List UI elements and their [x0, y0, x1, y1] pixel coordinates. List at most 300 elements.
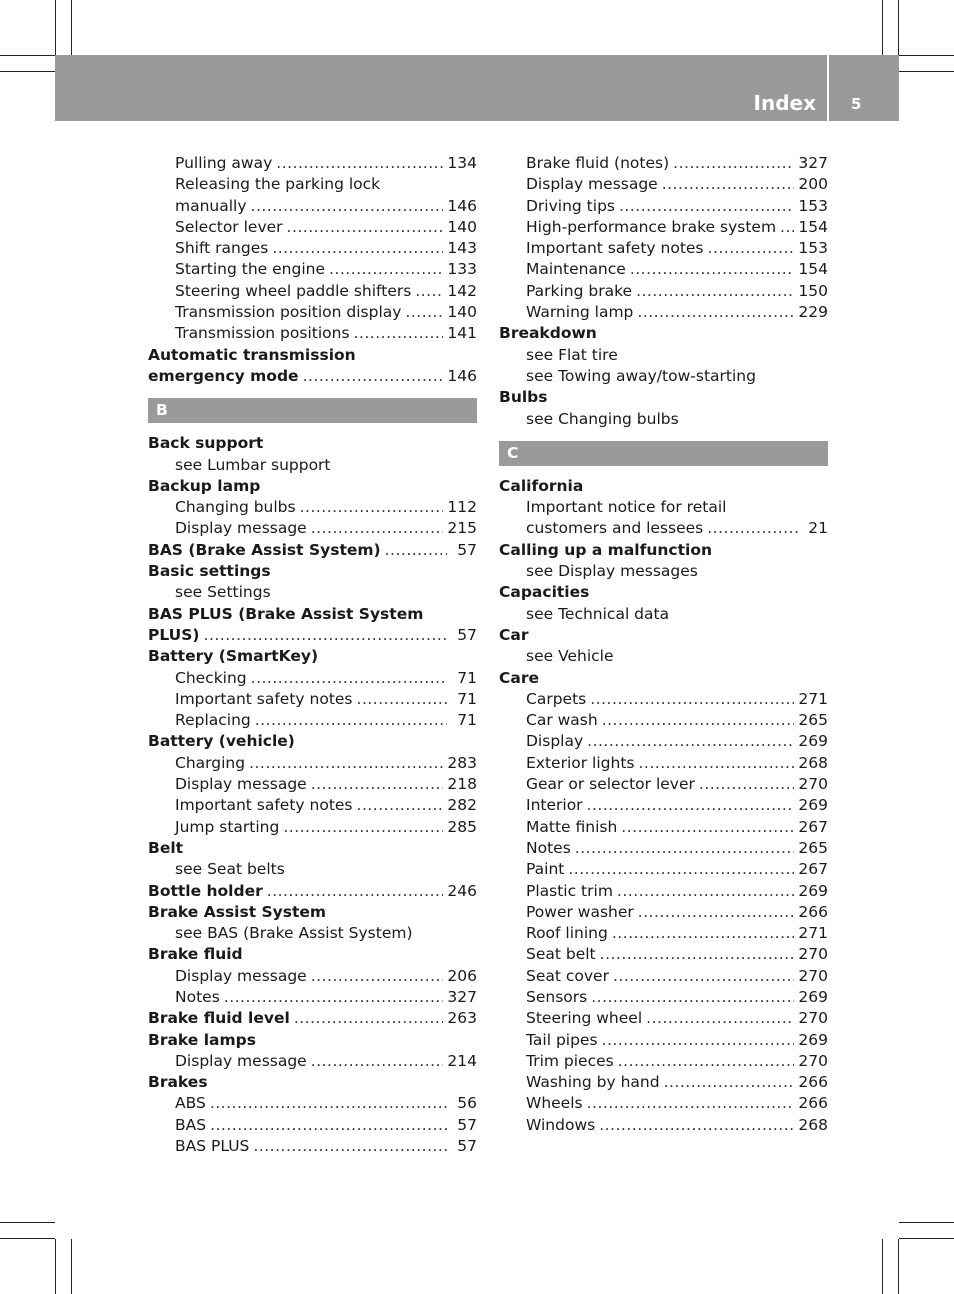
page-reference: 269	[798, 881, 828, 900]
entry-text: Transmission positions	[175, 324, 350, 343]
dot-leader	[272, 238, 443, 259]
dot-leader	[587, 731, 794, 752]
dot-leader	[249, 753, 443, 774]
dot-leader	[612, 923, 795, 944]
dot-leader	[602, 710, 795, 731]
entry-text: Warning lamp	[526, 303, 634, 322]
index-entry	[499, 387, 828, 408]
dot-leader	[357, 795, 444, 816]
dot-leader	[311, 518, 444, 539]
entry-text: Brake fluid	[148, 945, 243, 964]
entry-text: Roof lining	[526, 924, 608, 943]
index-subentry	[499, 987, 828, 1008]
dot-leader	[636, 281, 794, 302]
page-reference: 269	[798, 732, 828, 751]
entry-text: Windows	[526, 1115, 596, 1134]
page-reference: 206	[447, 966, 477, 985]
dot-leader	[311, 1051, 444, 1072]
page-reference: 150	[798, 281, 828, 300]
page-reference: 141	[447, 324, 477, 343]
index-subentry	[148, 174, 477, 195]
crop-mark	[55, 0, 56, 55]
dot-leader	[568, 859, 794, 880]
crop-mark	[71, 0, 72, 55]
page-title: Index	[753, 91, 816, 115]
dot-leader	[587, 795, 795, 816]
entry-text: BAS	[175, 1115, 207, 1134]
entry-text: Display message	[175, 775, 307, 794]
page-reference: 282	[447, 796, 477, 815]
index-subentry	[148, 710, 477, 731]
entry-text: Steering wheel paddle shifters	[175, 281, 412, 300]
page-reference: 271	[798, 924, 828, 943]
index-subentry	[148, 582, 477, 603]
index-entry	[148, 838, 477, 859]
dot-leader	[591, 987, 794, 1008]
index-entry	[148, 881, 477, 902]
index-entry	[148, 561, 477, 582]
index-entry	[148, 604, 477, 625]
index-subentry	[148, 689, 477, 710]
entry-text: California	[499, 476, 584, 495]
dot-leader	[646, 1008, 794, 1029]
dot-leader	[617, 881, 794, 902]
entry-text: Replacing	[175, 711, 251, 730]
entry-text: Charging	[175, 753, 246, 772]
index-subentry	[499, 259, 828, 280]
index-subentry	[148, 966, 477, 987]
index-subentry	[499, 604, 828, 625]
entry-text: see Vehicle	[526, 647, 614, 666]
entry-text: manually	[175, 196, 247, 215]
page-reference: 270	[798, 945, 828, 964]
crop-mark	[0, 55, 55, 56]
index-entry	[148, 345, 477, 366]
index-subentry	[148, 795, 477, 816]
dot-leader	[602, 1030, 795, 1051]
entry-text: Bottle holder	[148, 881, 263, 900]
index-entry	[499, 582, 828, 603]
page-reference: 269	[798, 1030, 828, 1049]
page-reference: 57	[457, 1137, 477, 1156]
crop-mark	[882, 1239, 883, 1294]
index-subentry	[499, 409, 828, 430]
index-subentry	[499, 944, 828, 965]
index-entry	[148, 366, 477, 387]
dot-leader	[354, 323, 444, 344]
dot-leader	[613, 966, 794, 987]
index-entry	[148, 625, 477, 646]
entry-text: see Technical data	[526, 604, 670, 623]
index-subentry	[499, 795, 828, 816]
entry-text: Back support	[148, 434, 264, 453]
entry-text: Display message	[175, 1051, 307, 1070]
crop-mark	[898, 1239, 899, 1294]
page-reference: 266	[798, 1094, 828, 1113]
index-section-header: B	[148, 398, 477, 423]
entry-text: Bulbs	[499, 388, 548, 407]
page-reference: 268	[798, 1115, 828, 1134]
index-subentry	[148, 1051, 477, 1072]
dot-leader	[251, 668, 447, 689]
dot-leader	[300, 497, 444, 518]
index-subentry	[499, 302, 828, 323]
entry-text: Notes	[526, 838, 571, 857]
entry-text: see Lumbar support	[175, 455, 331, 474]
page-reference: 215	[447, 519, 477, 538]
entry-text: Power washer	[526, 902, 634, 921]
entry-text: Brake lamps	[148, 1030, 256, 1049]
dot-leader	[303, 366, 444, 387]
index-subentry	[148, 923, 477, 944]
index-entry	[148, 902, 477, 923]
index-subentry	[499, 1030, 828, 1051]
page-reference: 140	[447, 303, 477, 322]
page-reference: 263	[447, 1009, 477, 1028]
index-subentry	[499, 366, 828, 387]
page-reference: 112	[447, 498, 477, 517]
entry-text: Breakdown	[499, 324, 597, 343]
entry-text: Steering wheel	[526, 1009, 643, 1028]
index-subentry	[499, 518, 828, 539]
dot-leader	[251, 196, 444, 217]
index-entry	[499, 476, 828, 497]
entry-text: see Towing away/tow-starting	[526, 366, 756, 385]
entry-text: Parking brake	[526, 281, 633, 300]
index-subentry	[499, 710, 828, 731]
entry-text: Exterior lights	[526, 753, 635, 772]
index-entry	[148, 1030, 477, 1051]
page-reference: 57	[457, 625, 477, 644]
page-reference: 327	[798, 154, 828, 172]
page-reference: 134	[447, 154, 477, 172]
dot-leader	[210, 1115, 447, 1136]
entry-text: Car wash	[526, 711, 598, 730]
index-subentry	[148, 518, 477, 539]
entry-text: Important safety notes	[526, 239, 704, 258]
page-reference: 265	[798, 838, 828, 857]
page-reference: 140	[447, 217, 477, 236]
index-entry	[148, 944, 477, 965]
page-reference: 154	[798, 217, 828, 236]
index-entry	[148, 433, 477, 454]
page-reference: 146	[447, 366, 477, 385]
crop-mark	[899, 71, 954, 72]
dot-leader	[618, 1051, 795, 1072]
index-subentry	[148, 302, 477, 323]
index-subentry	[499, 174, 828, 195]
dot-leader	[707, 518, 798, 539]
entry-text: Calling up a malfunction	[499, 540, 713, 559]
index-subentry	[499, 817, 828, 838]
entry-text: Carpets	[526, 689, 587, 708]
index-entry	[148, 1008, 477, 1029]
index-subentry	[148, 987, 477, 1008]
page-reference: 285	[447, 817, 477, 836]
entry-text: PLUS)	[148, 625, 200, 644]
index-entry	[148, 1072, 477, 1093]
entry-text: Plastic trim	[526, 881, 613, 900]
page-reference: 57	[457, 1115, 477, 1134]
index-subentry	[499, 1115, 828, 1136]
page-reference: 218	[447, 775, 477, 794]
dot-leader	[619, 196, 794, 217]
dot-leader	[600, 944, 795, 965]
index-subentry	[148, 323, 477, 344]
entry-text: Releasing the parking lock	[175, 175, 381, 194]
dot-leader	[311, 966, 444, 987]
entry-text: Sensors	[526, 987, 588, 1006]
index-subentry	[148, 774, 477, 795]
crop-mark	[898, 0, 899, 55]
index-subentry	[499, 859, 828, 880]
dot-leader	[255, 710, 447, 731]
dot-leader	[357, 689, 447, 710]
page-reference: 71	[457, 668, 477, 687]
entry-text: High-performance brake system	[526, 217, 777, 236]
entry-text: Gear or selector lever	[526, 775, 695, 794]
index-subentry	[499, 753, 828, 774]
index-subentry	[499, 1008, 828, 1029]
page-reference: 153	[798, 239, 828, 258]
entry-text: Backup lamp	[148, 476, 261, 495]
entry-text: Brake fluid (notes)	[526, 154, 670, 172]
index-entry	[148, 540, 477, 561]
entry-text: Wheels	[526, 1094, 583, 1113]
entry-text: ABS	[175, 1094, 206, 1113]
dot-leader	[224, 987, 444, 1008]
dot-leader	[621, 817, 794, 838]
index-subentry	[499, 497, 828, 518]
index-subentry	[148, 281, 477, 302]
index-entry	[499, 323, 828, 344]
page-reference: 133	[447, 260, 477, 279]
dot-leader	[283, 817, 443, 838]
entry-text: Brake fluid level	[148, 1009, 290, 1028]
page-reference: 21	[808, 519, 828, 538]
entry-text: Automatic transmission	[148, 345, 356, 364]
entry-text: Important safety notes	[175, 689, 353, 708]
dot-leader	[311, 774, 444, 795]
index-entry	[499, 625, 828, 646]
index-subentry	[499, 1072, 828, 1093]
dot-leader	[638, 753, 794, 774]
entry-text: customers and lessees	[526, 519, 704, 538]
index-entry	[148, 731, 477, 752]
page-reference: 153	[798, 196, 828, 215]
entry-text: Battery (SmartKey)	[148, 647, 319, 666]
page-reference: 146	[447, 196, 477, 215]
index-subentry	[148, 196, 477, 217]
entry-text: Paint	[526, 860, 565, 879]
entry-text: Pulling away	[175, 154, 273, 172]
crop-mark	[0, 1222, 55, 1223]
dot-leader	[699, 774, 795, 795]
index-subentry	[499, 561, 828, 582]
entry-text: Capacities	[499, 583, 590, 602]
crop-mark	[0, 1238, 55, 1239]
crop-mark	[899, 1222, 954, 1223]
dot-leader	[587, 1093, 795, 1114]
entry-text: BAS PLUS	[175, 1137, 250, 1156]
index-subentry	[499, 731, 828, 752]
entry-text: BAS PLUS (Brake Assist System	[148, 604, 424, 623]
entry-text: Trim pieces	[526, 1051, 614, 1070]
index-subentry	[148, 1115, 477, 1136]
dot-leader	[405, 302, 443, 323]
crop-mark	[882, 0, 883, 55]
index-subentry	[499, 689, 828, 710]
dot-leader	[385, 540, 447, 561]
index-entry	[148, 646, 477, 667]
index-subentry	[148, 153, 477, 174]
page-reference: 246	[447, 881, 477, 900]
dot-leader	[210, 1093, 447, 1114]
dot-leader	[287, 217, 444, 238]
entry-text: Display	[526, 732, 584, 751]
dot-leader	[630, 259, 795, 280]
entry-text: Display message	[175, 519, 307, 538]
entry-text: see Settings	[175, 583, 271, 602]
page-reference: 71	[457, 711, 477, 730]
page-reference: 154	[798, 260, 828, 279]
entry-text: see Flat tire	[526, 345, 618, 364]
entry-text: Seat cover	[526, 966, 609, 985]
page-reference: 57	[457, 540, 477, 559]
entry-text: see Seat belts	[175, 860, 285, 879]
dot-leader	[294, 1008, 444, 1029]
dot-leader	[575, 838, 795, 859]
page-reference: 271	[798, 689, 828, 708]
crop-mark	[899, 55, 954, 56]
entry-text: emergency mode	[148, 366, 299, 385]
index-subentry	[499, 196, 828, 217]
index-subentry	[148, 238, 477, 259]
index-entry	[499, 540, 828, 561]
header-divider	[827, 55, 829, 121]
entry-text: Important safety notes	[175, 796, 353, 815]
entry-text: Transmission position display	[175, 303, 402, 322]
page-reference: 266	[798, 902, 828, 921]
index-subentry	[148, 1136, 477, 1157]
dot-leader	[662, 174, 795, 195]
index-subentry	[499, 281, 828, 302]
entry-text: see BAS (Brake Assist System)	[175, 924, 413, 943]
page-reference: 269	[798, 987, 828, 1006]
dot-leader	[204, 625, 447, 646]
index-subentry	[148, 217, 477, 238]
entry-text: see Changing bulbs	[526, 409, 679, 428]
entry-text: Notes	[175, 987, 220, 1006]
dot-leader	[329, 259, 443, 280]
entry-text: see Display messages	[526, 562, 698, 581]
page-header	[55, 55, 899, 121]
entry-text: Brake Assist System	[148, 902, 327, 921]
index-subentry	[148, 817, 477, 838]
entry-text: Matte finish	[526, 817, 618, 836]
entry-text: Starting the engine	[175, 260, 325, 279]
index-subentry	[148, 668, 477, 689]
index-subentry	[148, 753, 477, 774]
page-reference: 142	[447, 281, 477, 300]
index-column-left	[148, 153, 477, 1157]
index-subentry	[499, 774, 828, 795]
entry-text: BAS (Brake Assist System)	[148, 540, 381, 559]
dot-leader	[637, 302, 794, 323]
dot-leader	[638, 902, 795, 923]
dot-leader	[599, 1115, 794, 1136]
page-reference: 229	[798, 303, 828, 322]
entry-text: Display message	[175, 966, 307, 985]
crop-mark	[899, 1238, 954, 1239]
index-section-header: C	[499, 441, 828, 466]
page-reference: 270	[798, 1009, 828, 1028]
index-subentry	[148, 859, 477, 880]
entry-text: Changing bulbs	[175, 498, 296, 517]
page-reference: 270	[798, 775, 828, 794]
index-subentry	[499, 1093, 828, 1114]
entry-text: Important notice for retail	[526, 498, 727, 517]
index-entry	[499, 668, 828, 689]
entry-text: Brakes	[148, 1073, 208, 1092]
entry-text: Driving tips	[526, 196, 615, 215]
page-reference: 283	[447, 753, 477, 772]
page-reference: 71	[457, 689, 477, 708]
entry-text: Seat belt	[526, 945, 596, 964]
index-subentry	[499, 345, 828, 366]
index-subentry	[499, 881, 828, 902]
index-subentry	[499, 238, 828, 259]
entry-text: Car	[499, 625, 529, 644]
page-reference: 327	[447, 987, 477, 1006]
dot-leader	[708, 238, 795, 259]
index-subentry	[148, 455, 477, 476]
index-subentry	[499, 902, 828, 923]
index-subentry	[499, 217, 828, 238]
page-reference: 265	[798, 711, 828, 730]
page-reference: 270	[798, 1051, 828, 1070]
dot-leader	[673, 153, 794, 174]
index-subentry	[499, 1051, 828, 1072]
index-entry	[148, 476, 477, 497]
index-subentry	[499, 838, 828, 859]
crop-mark	[55, 1239, 56, 1294]
page-reference: 143	[447, 239, 477, 258]
index-column-right	[499, 153, 828, 1136]
page-reference: 268	[798, 753, 828, 772]
index-subentry	[148, 1093, 477, 1114]
entry-text: Battery (vehicle)	[148, 732, 295, 751]
page-reference: 269	[798, 796, 828, 815]
entry-text: Display message	[526, 175, 658, 194]
entry-text: Selector lever	[175, 217, 283, 236]
crop-mark	[0, 71, 55, 72]
page-reference: 200	[798, 175, 828, 194]
page-reference: 267	[798, 860, 828, 879]
page-reference: 214	[447, 1051, 477, 1070]
index-subentry	[499, 923, 828, 944]
index-subentry	[148, 497, 477, 518]
crop-mark	[71, 1239, 72, 1294]
entry-text: Basic settings	[148, 562, 271, 581]
entry-text: Shift ranges	[175, 239, 269, 258]
page-reference: 56	[457, 1094, 477, 1113]
entry-text: Checking	[175, 668, 247, 687]
dot-leader	[253, 1136, 447, 1157]
dot-leader	[276, 153, 443, 174]
entry-text: Care	[499, 668, 539, 687]
index-subentry	[148, 259, 477, 280]
